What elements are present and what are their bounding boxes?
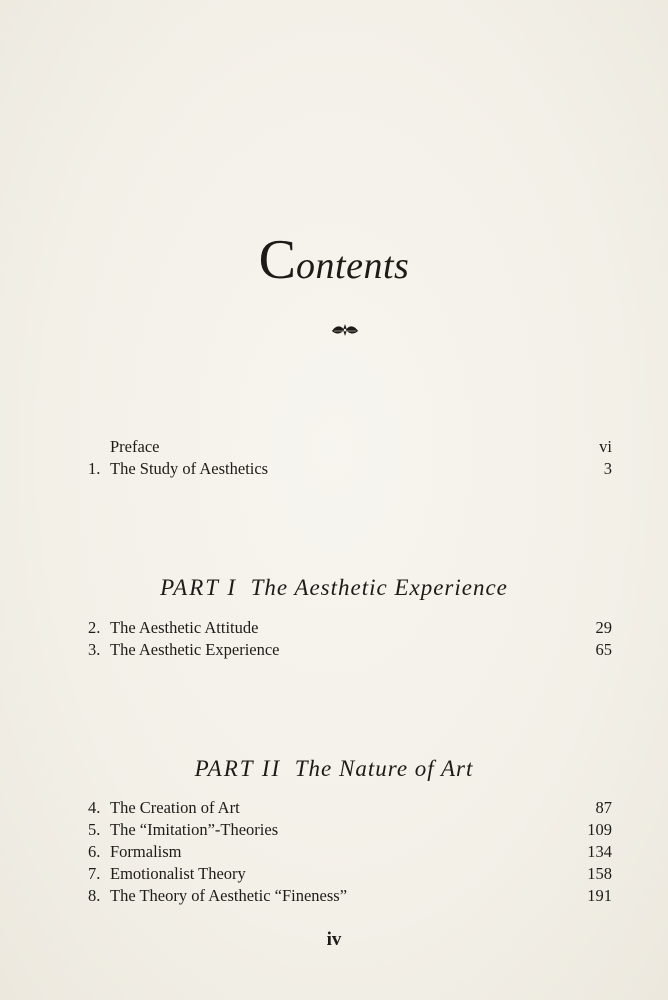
- entry-title: The Theory of Aesthetic “Fineness”: [110, 886, 348, 905]
- entry-number: 4.: [88, 798, 101, 817]
- entry-title: Formalism: [110, 842, 182, 861]
- part-title: The Aesthetic Experience: [250, 575, 508, 600]
- toc-entry-chapter-4[interactable]: [88, 797, 612, 819]
- part-1-heading: [0, 575, 668, 601]
- toc-entry-preface[interactable]: [88, 436, 612, 458]
- part-label: PART I: [160, 575, 238, 600]
- entry-page: vi: [599, 437, 612, 456]
- entry-title: The Study of Aesthetics: [110, 459, 269, 478]
- entry-title: The Aesthetic Experience: [110, 640, 280, 659]
- entry-title: Emotionalist Theory: [110, 864, 246, 883]
- entry-number: 5.: [88, 820, 101, 839]
- part-2-heading: [0, 756, 668, 782]
- entry-page: 158: [587, 864, 612, 883]
- entry-page: 191: [587, 886, 612, 905]
- entry-page: 134: [587, 842, 612, 861]
- entry-title: Preface: [110, 437, 160, 456]
- entry-page: 29: [595, 618, 612, 637]
- page-title: [0, 228, 668, 292]
- title-rest: ontents: [296, 245, 410, 287]
- toc-entry-chapter-3[interactable]: [88, 639, 612, 661]
- entry-number: 1.: [88, 459, 101, 478]
- entry-page: 65: [595, 640, 612, 659]
- entry-number: 7.: [88, 864, 101, 883]
- part-title: The Nature of Art: [294, 756, 474, 781]
- toc-entry-chapter-8[interactable]: [88, 885, 612, 907]
- toc-entry-chapter-7[interactable]: [88, 863, 612, 885]
- toc-entry-chapter-1[interactable]: [88, 458, 612, 480]
- entry-title: The “Imitation”-Theories: [110, 820, 279, 839]
- entry-title: The Creation of Art: [110, 798, 240, 817]
- entry-number: 2.: [88, 618, 101, 637]
- entry-number: 3.: [88, 640, 101, 659]
- entry-page: 109: [587, 820, 612, 839]
- leaf-ornament-icon: [330, 322, 360, 338]
- entry-title: The Aesthetic Attitude: [110, 618, 259, 637]
- entry-page: 3: [603, 459, 612, 478]
- page-number: iv: [326, 929, 342, 950]
- toc-entry-chapter-2[interactable]: [88, 617, 612, 639]
- title-initial: C: [258, 229, 297, 291]
- entry-number: 8.: [88, 886, 101, 905]
- toc-entry-chapter-5[interactable]: [88, 819, 612, 841]
- part-label: PART II: [194, 756, 282, 781]
- entry-page: 87: [595, 798, 612, 817]
- toc-entry-chapter-6[interactable]: [88, 841, 612, 863]
- entry-number: 6.: [88, 842, 101, 861]
